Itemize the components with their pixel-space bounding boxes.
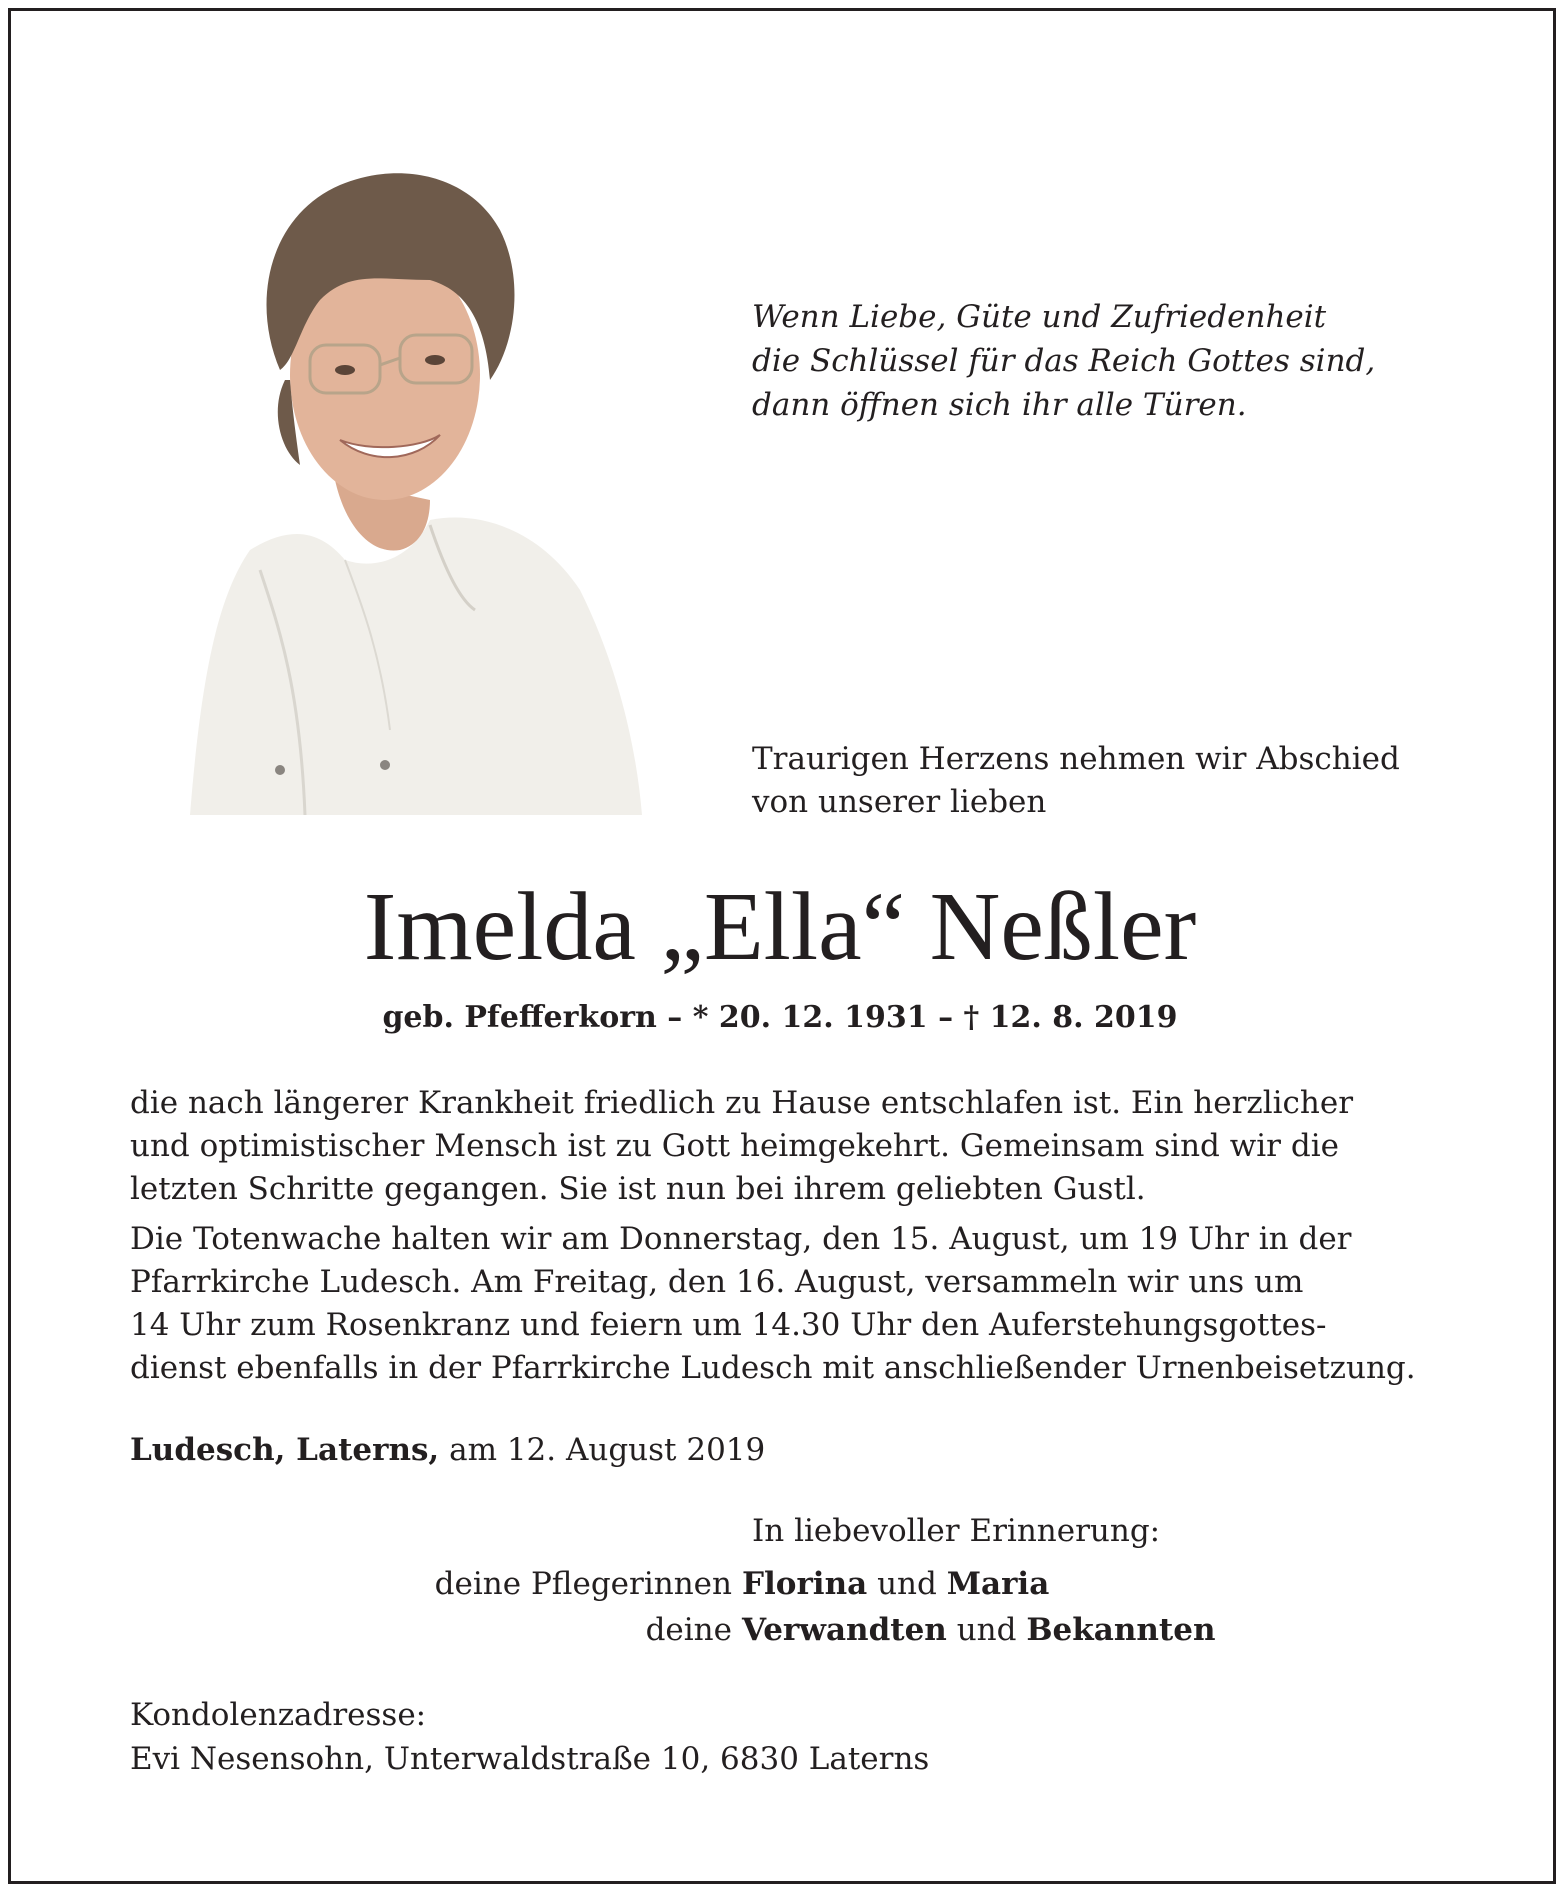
body-paragraph-2 [130,1218,1440,1390]
memory-heading: In liebevoller Erinnerung: [752,1513,1161,1549]
signer-name: Maria [946,1566,1050,1602]
farewell-intro [752,738,1492,824]
signature-joiner: und [956,1612,1017,1648]
place-names: Ludesch, Laterns, [130,1432,440,1468]
body-line: Die Totenwache halten wir am Donnerstag, den 15. August, um 19 Uhr in der [130,1221,1352,1257]
signer-name: Bekannten [1026,1612,1216,1648]
signature-prefix: deine Pflegerinnen [434,1566,732,1602]
motto-line: die Schlüssel für das Reich Gottes sind, [752,343,1376,379]
signer-name: Florina [742,1566,868,1602]
signature-line-caregivers [130,1562,1440,1607]
intro-line: Traurigen Herzens nehmen wir Abschied [752,741,1400,777]
condolence-address-line: Evi Nesensohn, Unterwaldstraße 10, 6830 Laterns [130,1741,930,1777]
body-line: 14 Uhr zum Rosenkranz und feiern um 14.30 Uhr den Auferstehungsgottes- [130,1307,1327,1343]
signer-name: Verwandten [742,1612,947,1648]
intro-line: von unserer lieben [752,784,1047,820]
place-and-date [130,1429,765,1472]
motto-line: dann öffnen sich ihr alle Türen. [752,387,1247,423]
signature-joiner: und [877,1566,937,1602]
body-line: letzten Schritte gegangen. Sie ist nun bei ihrem geliebten Gustl. [130,1171,1146,1207]
condolence-address [130,1693,929,1781]
body-line: die nach längerer Krankheit friedlich zu Hause entschlafen ist. Ein herzlicher [130,1085,1354,1121]
notice-date: am 12. August 2019 [449,1432,766,1468]
body-paragraph-1 [130,1082,1440,1211]
signature-line-relatives [130,1608,1440,1653]
body-line: dienst ebenfalls in der Pfarrkirche Ludesch mit anschließender Urnenbeisetzung. [130,1350,1416,1386]
deceased-name: Imelda „Ella“ Neßler [363,873,1197,981]
condolence-label: Kondolenzadresse: [130,1697,427,1733]
signature-prefix: deine [645,1612,732,1648]
body-line: und optimistischer Mensch ist zu Gott heimgekehrt. Gemeinsam sind wir die [130,1128,1339,1164]
birth-death-dates: geb. Pfefferkorn – * 20. 12. 1931 – † 12. 8. 2019 [382,1000,1178,1035]
motto-line: Wenn Liebe, Güte und Zufriedenheit [752,299,1327,335]
body-line: Pfarrkirche Ludesch. Am Freitag, den 16. August, versammeln wir uns um [130,1264,1304,1300]
motto-quote [752,295,1472,427]
portrait-photo [130,130,642,815]
